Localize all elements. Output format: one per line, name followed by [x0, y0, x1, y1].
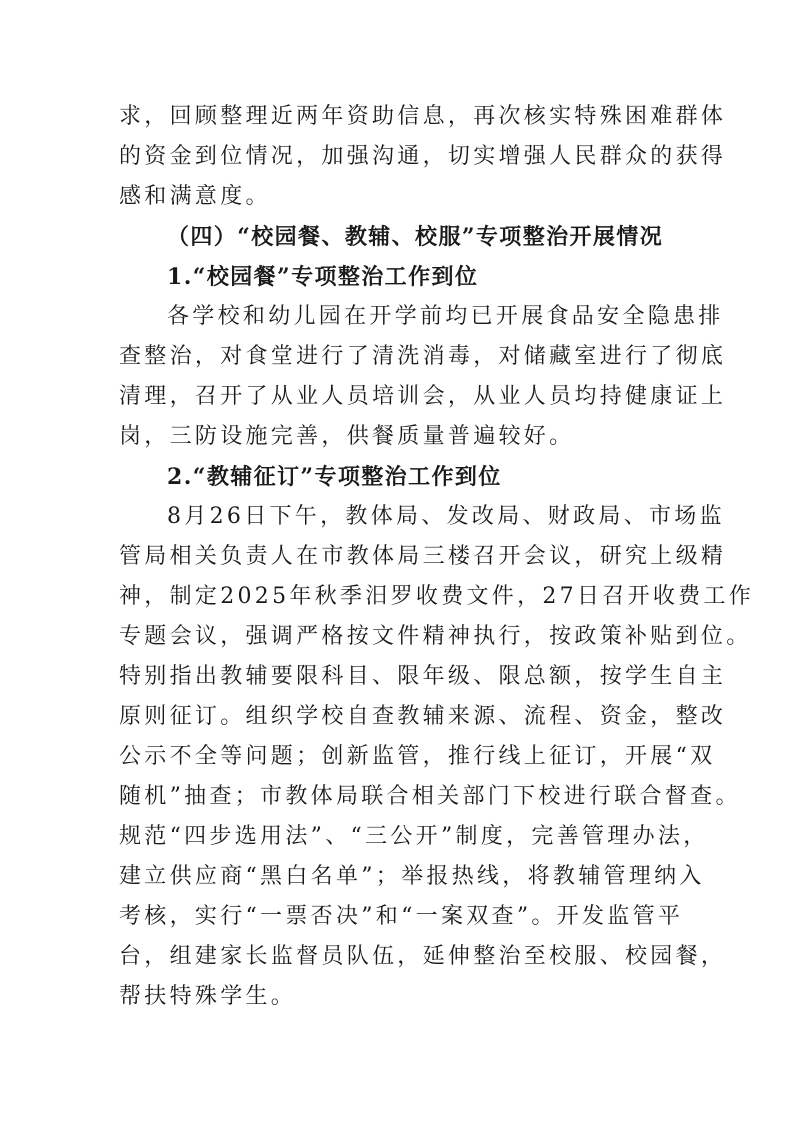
subsection-1-heading: 1.“校园餐”专项整治工作到位 — [167, 264, 479, 290]
text-line: 清理，召开了从业人员培训会，从业人员均持健康证上 — [119, 384, 727, 409]
text-line: 岗，三防设施完善，供餐质量普遍较好。 — [119, 424, 575, 449]
intro-paragraph — [119, 97, 727, 217]
text-line: 查整治，对食堂进行了清洗消毒，对储藏室进行了彻底 — [119, 344, 727, 369]
text-line: 8月26日下午，教体局、发改局、财政局、市场监 — [167, 504, 725, 529]
text-line: 感和满意度。 — [119, 184, 271, 209]
document-page — [119, 97, 755, 1017]
text-line: 公示不全等问题；创新监管，推行线上征订，开展“双 — [119, 744, 716, 769]
text-line: 专题会议，强调严格按文件精神执行，按政策补贴到位。 — [119, 624, 752, 649]
subsection-2-paragraph — [119, 497, 755, 1017]
text-line: 帮扶特殊学生。 — [119, 984, 297, 1009]
subsection-1-paragraph — [119, 297, 727, 457]
text-line: 神，制定2025年秋季汨罗收费文件，27日召开收费工作 — [119, 584, 755, 609]
text-line: 的资金到位情况，加强沟通，切实增强人民群众的获得 — [119, 144, 727, 169]
text-line: 规范“四步选用法”、“三公开”制度，完善管理办法， — [119, 824, 709, 849]
text-line: 台，组建家长监督员队伍，延伸整治至校服、校园餐， — [119, 944, 727, 969]
text-line: 随机”抽查；市教体局联合相关部门下校进行联合督查。 — [119, 784, 741, 809]
text-line: 求，回顾整理近两年资助信息，再次核实特殊困难群体 — [119, 104, 727, 129]
text-line: 各学校和幼儿园在开学前均已开展食品安全隐患排 — [167, 304, 724, 329]
text-line: 原则征订。组织学校自查教辅来源、流程、资金，整改 — [119, 704, 727, 729]
text-line: 考核，实行“一票否决”和“一案双查”。开发监管平 — [119, 904, 684, 929]
text-line: 建立供应商“黑白名单”；举报热线，将教辅管理纳入 — [119, 864, 705, 889]
subsection-2-heading: 2.“教辅征订”专项整治工作到位 — [167, 464, 502, 490]
text-line: 特别指出教辅要限科目、限年级、限总额，按学生自主 — [119, 664, 727, 689]
text-line: 管局相关负责人在市教体局三楼召开会议，研究上级精 — [119, 544, 727, 569]
section-heading: （四）“校园餐、教辅、校服”专项整治开展情况 — [167, 224, 664, 250]
